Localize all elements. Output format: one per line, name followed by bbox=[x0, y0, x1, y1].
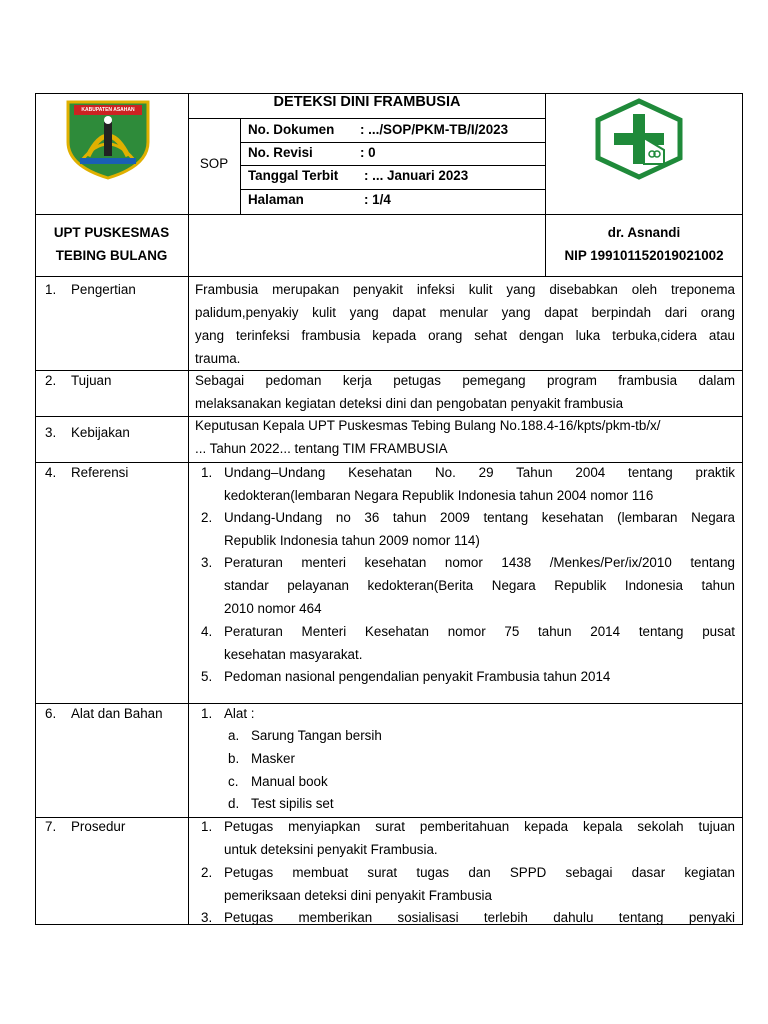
sublist-letter: c. bbox=[228, 774, 239, 789]
section-number: 1. bbox=[45, 282, 57, 297]
list-number: 2. bbox=[201, 865, 213, 880]
list-item-line: kesehatan masyarakat. bbox=[224, 647, 363, 662]
paragraph-line: Keputusan Kepala UPT Puskesmas Tebing Bulang No.188.4-16/kpts/pkm-tb/x/ bbox=[195, 418, 661, 433]
list-item-line: Petugas memberikan sosialisasi terlebih dahulu tentang penyaki bbox=[224, 910, 735, 925]
paragraph-line: palidum,penyakiy kulit yang dapat menular yang dapat berpindah dari orang bbox=[195, 305, 735, 320]
paragraph-line: yang terinfeksi frambusia kepada orang sehat dengan luka terbuka,cidera atau bbox=[195, 328, 735, 343]
regency-logo bbox=[62, 98, 154, 180]
sublist-letter: b. bbox=[228, 751, 240, 766]
section-number: 7. bbox=[45, 819, 57, 834]
issue-date-label: Tanggal Terbit bbox=[248, 168, 339, 183]
section-label: Referensi bbox=[71, 465, 129, 480]
paragraph-line: Frambusia merupakan penyakit infeksi kulit yang disebabkan oleh treponema bbox=[195, 282, 735, 297]
revision-value: : 0 bbox=[360, 145, 376, 160]
revision-label: No. Revisi bbox=[248, 145, 313, 160]
list-number: 5. bbox=[201, 669, 213, 684]
list-item-line: Republik Indonesia tahun 2009 nomor 114) bbox=[224, 533, 480, 548]
sublist-item: Sarung Tangan bersih bbox=[251, 728, 382, 743]
list-number: 4. bbox=[201, 624, 213, 639]
sublist-letter: a. bbox=[228, 728, 240, 743]
section-label: Prosedur bbox=[71, 819, 126, 834]
paragraph-line: melaksanakan kegiatan deteksi dini dan pengobatan penyakit frambusia bbox=[195, 396, 624, 411]
puskesmas-logo bbox=[594, 98, 684, 180]
list-item-line: untuk deteksini penyakit Frambusia. bbox=[224, 842, 438, 857]
issue-date-value: : ... Januari 2023 bbox=[364, 168, 469, 183]
document-title: DETEKSI DINI FRAMBUSIA bbox=[273, 94, 461, 110]
section-label: Pengertian bbox=[71, 282, 136, 297]
sop-label: SOP bbox=[199, 156, 229, 171]
logo-banner-text: KABUPATEN ASAHAN bbox=[81, 107, 135, 113]
section-label: Tujuan bbox=[71, 373, 112, 388]
page-label: Halaman bbox=[248, 192, 304, 207]
list-item-line: kedokteran(lembaran Negara Republik Indonesia tahun 2004 nomor 116 bbox=[224, 488, 654, 503]
paragraph-line: ... Tahun 2022... tentang TIM FRAMBUSIA bbox=[195, 441, 448, 456]
paragraph-line: trauma. bbox=[195, 351, 241, 366]
list-item-line: Petugas menyiapkan surat pemberitahuan kepada kepala sekolah tujuan bbox=[224, 819, 735, 834]
list-item-line: Peraturan Menteri Kesehatan nomor 75 tahun 2014 tentang pusat bbox=[224, 624, 735, 639]
list-item-line: 2010 nomor 464 bbox=[224, 601, 322, 616]
paragraph-line: Sebagai pedoman kerja petugas pemegang program frambusia dalam bbox=[195, 373, 735, 388]
list-item-line: standar pelayanan kedokteran(Berita Negara Republik Indonesia tahun bbox=[224, 578, 735, 593]
section-number: 2. bbox=[45, 373, 57, 388]
page-value: : 1/4 bbox=[364, 192, 391, 207]
section-number: 3. bbox=[45, 425, 57, 440]
org-name-line2: TEBING BULANG bbox=[55, 248, 168, 263]
signer-name: dr. Asnandi bbox=[607, 225, 681, 240]
list-item-title: Alat : bbox=[224, 706, 255, 721]
org-name-line1: UPT PUSKESMAS bbox=[53, 225, 170, 240]
list-number: 1. bbox=[201, 465, 213, 480]
sublist-item: Test sipilis set bbox=[251, 796, 334, 811]
signer-nip: NIP 199101152019021002 bbox=[564, 248, 724, 263]
list-item-line: Pedoman nasional pengendalian penyakit Frambusia tahun 2014 bbox=[224, 669, 611, 684]
doc-number-label: No. Dokumen bbox=[248, 122, 335, 137]
list-item-line: Peraturan menteri kesehatan nomor 1438 /Menkes/Per/ix/2010 tentang bbox=[224, 555, 735, 570]
sublist-item: Masker bbox=[251, 751, 295, 766]
section-number: 4. bbox=[45, 465, 57, 480]
list-number: 3. bbox=[201, 910, 213, 925]
list-number: 3. bbox=[201, 555, 213, 570]
list-number: 2. bbox=[201, 510, 213, 525]
list-item-line: Undang-Undang no 36 tahun 2009 tentang kesehatan (lembaran Negara bbox=[224, 510, 735, 525]
section-number: 6. bbox=[45, 706, 57, 721]
list-item-line: pemeriksaan deteksi dini penyakit Frambusia bbox=[224, 888, 492, 903]
sublist-letter: d. bbox=[228, 796, 240, 811]
section-label: Alat dan Bahan bbox=[71, 706, 163, 721]
section-label: Kebijakan bbox=[71, 425, 130, 440]
list-item-line: Undang–Undang Kesehatan No. 29 Tahun 2004 tentang praktik bbox=[224, 465, 735, 480]
list-item-line: Petugas membuat surat tugas dan SPPD sebagai dasar kegiatan bbox=[224, 865, 735, 880]
sublist-item: Manual book bbox=[251, 774, 328, 789]
puskesmas-cross-icon bbox=[594, 98, 684, 180]
list-number: 1. bbox=[201, 819, 213, 834]
list-number: 1. bbox=[201, 706, 213, 721]
doc-number-value: : .../SOP/PKM-TB/I/2023 bbox=[360, 122, 509, 137]
